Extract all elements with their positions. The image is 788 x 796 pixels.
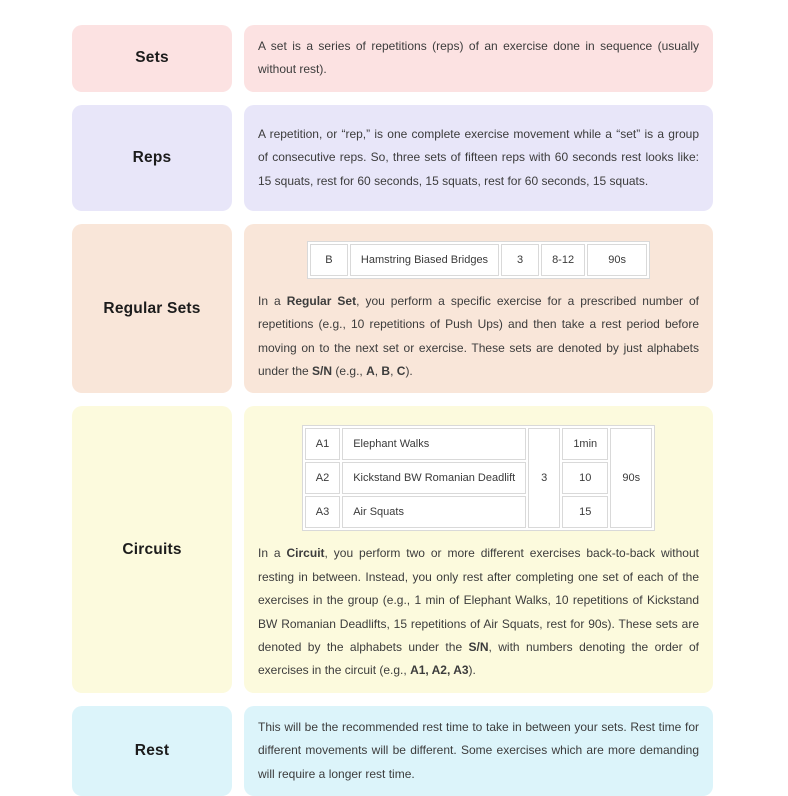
glossary-row-sets	[72, 25, 713, 92]
term-label-circuits: Circuits	[122, 540, 182, 558]
term-box-rest	[72, 706, 232, 796]
term-label-regular-sets: Regular Sets	[103, 299, 201, 317]
term-label-rest: Rest	[134, 741, 170, 759]
cell-sn: B	[310, 244, 348, 276]
cell-exercise: Elephant Walks	[342, 428, 526, 460]
desc-box-sets	[244, 25, 713, 92]
regular-set-example-table	[307, 241, 650, 279]
term-box-sets	[72, 25, 232, 92]
cell-reps: 15	[562, 496, 608, 528]
term-box-circuits	[72, 406, 232, 692]
cell-sn: A2	[305, 462, 340, 494]
desc-text-regular-sets: In a Regular Set, you perform a specific exercise for a prescribed number of repetitions (e.g., 10 repetitions of Push Ups) and then take a rest period before moving on to the next set or exercise. These sets are denoted by just alphabets under the S/N (e.g., A, B, C).	[258, 293, 700, 379]
cell-exercise: Hamstring Biased Bridges	[350, 244, 499, 276]
desc-box-circuits	[244, 406, 713, 692]
glossary-row-circuits	[72, 406, 713, 692]
table-row	[310, 244, 647, 276]
circuit-example-table	[302, 425, 655, 531]
desc-box-regular-sets	[244, 224, 713, 394]
cell-reps: 1min	[562, 428, 608, 460]
cell-reps: 8-12	[541, 244, 585, 276]
cell-sets: 3	[501, 244, 539, 276]
desc-text-circuits: In a Circuit, you perform two or more different exercises back-to-back without resting in between. Instead, you only rest after completing one set of each of the exercises in the group (e.g., 1 min of Elephant Walks, 10 repetitions of Kickstand BW Romanian Deadlifts, 15 repetitions of Air Squats, rest for 90s). These sets are denoted by the alphabets under the S/N, with numbers denoting the order of exercises in the circuit (e.g., A1, A2, A3).	[258, 546, 699, 678]
cell-rest-merged: 90s	[610, 428, 652, 528]
glossary-row-rest	[72, 706, 713, 796]
term-label-reps: Reps	[132, 148, 172, 166]
term-label-sets: Sets	[135, 49, 169, 67]
table-row	[305, 428, 652, 460]
term-box-reps	[72, 105, 232, 211]
term-box-regular-sets	[72, 224, 232, 394]
glossary-row-regular-sets	[72, 224, 713, 394]
glossary-row-reps	[72, 105, 713, 211]
cell-exercise: Kickstand BW Romanian Deadlift	[342, 462, 526, 494]
table-row	[305, 496, 652, 528]
desc-text-rest: This will be the recommended rest time to take in between your sets. Rest time for different movements will be different. Some exercises which are more demanding will require a longer rest time.	[258, 719, 699, 781]
cell-sn: A1	[305, 428, 340, 460]
cell-sets-merged: 3	[528, 428, 560, 528]
table-row	[305, 462, 652, 494]
cell-rest: 90s	[587, 244, 647, 276]
desc-box-reps	[244, 105, 713, 211]
cell-exercise: Air Squats	[342, 496, 526, 528]
desc-box-rest	[244, 706, 713, 796]
desc-text-reps: A repetition, or “rep,” is one complete exercise movement while a “set” is a group of consecutive reps. So, three sets of fifteen reps with 60 seconds rest looks like: 15 squats, rest for 60 seconds, 15 squats, rest for 60 seconds, 15 squats.	[258, 126, 699, 188]
desc-text-sets: A set is a series of repetitions (reps) of an exercise done in sequence (usually without rest).	[258, 39, 699, 77]
cell-reps: 10	[562, 462, 608, 494]
cell-sn: A3	[305, 496, 340, 528]
